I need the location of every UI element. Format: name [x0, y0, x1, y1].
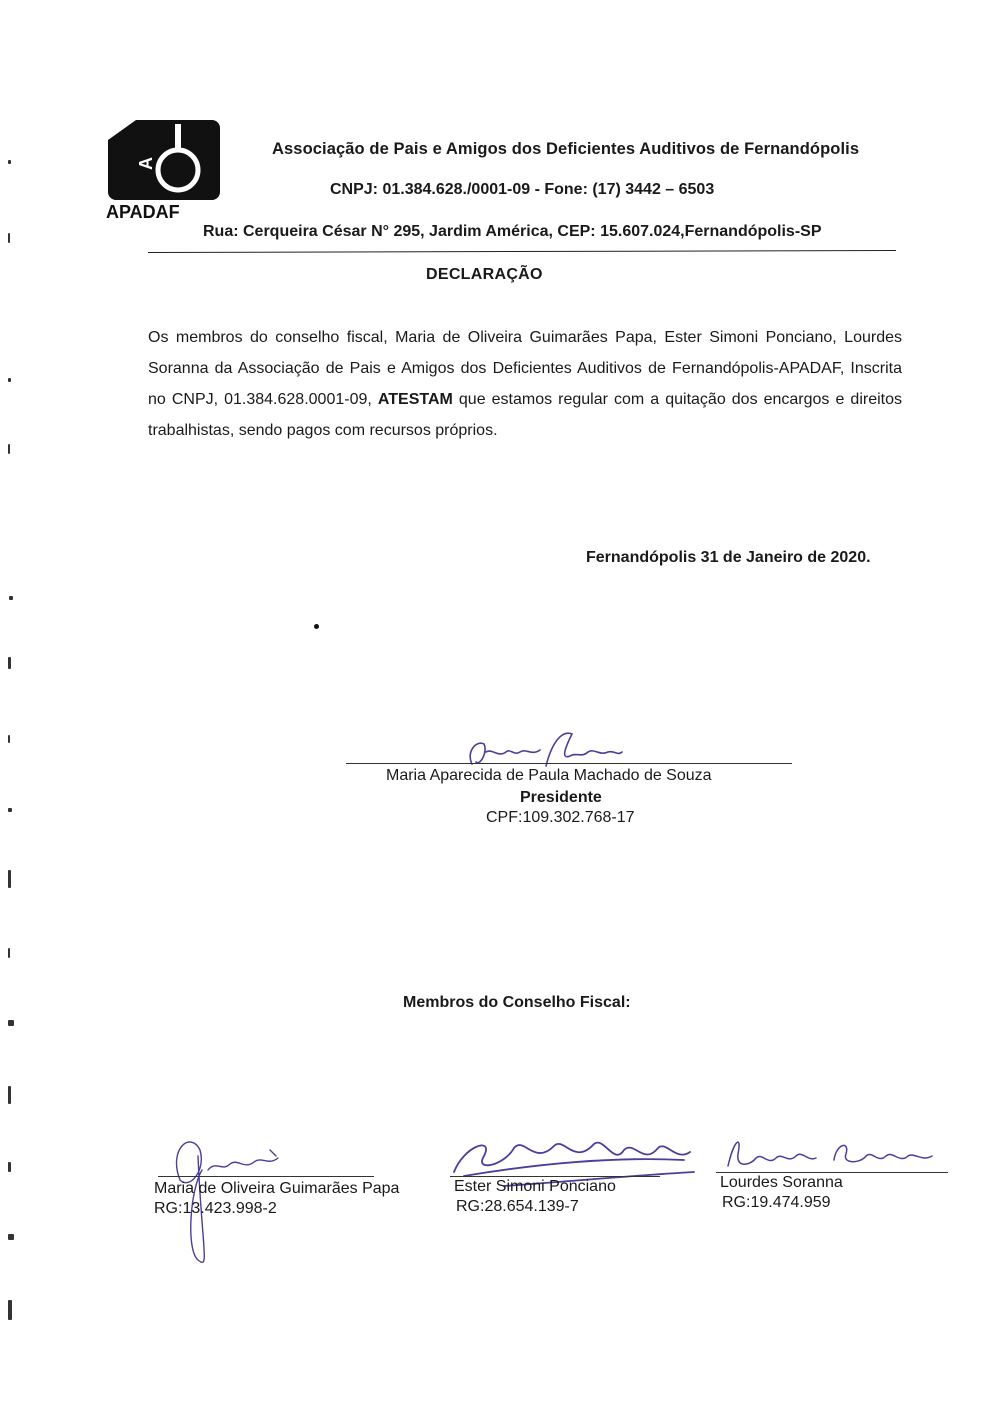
declaration-body — [148, 322, 902, 446]
cnpj-phone-line: CNPJ: 01.384.628./0001-09 - Fone: (17) 3442 – 6503 — [330, 181, 715, 198]
svg-text:A: A — [136, 157, 156, 170]
member-3-rg: RG:19.474.959 — [722, 1194, 831, 1211]
member-2-signature-line — [450, 1176, 660, 1177]
ink-dot — [314, 624, 319, 629]
member-1-rg: RG:13.423.998-2 — [154, 1200, 277, 1217]
council-title: Membros do Conselho Fiscal: — [403, 994, 631, 1011]
body-text-bold: ATESTAM — [377, 391, 453, 408]
apadaf-logo — [106, 120, 224, 222]
member-1-name: Maria de Oliveira Guimarães Papa — [154, 1180, 400, 1197]
body-text-after: que estamos regular com a quitação dos encargos e direitos trabalhistas, sendo pagos com recursos próprios. — [148, 391, 903, 439]
body-text-before: Os membros do conselho fiscal, Maria de Oliveira Guimarães Papa, Ester Simoni Ponciano, Lourdes Soranna da Associação de Pais e Amigos dos Deficientes Auditivos de Fernandópolis-APADAF, Inscrita no CNPJ, 01.384.628.0001-09, — [148, 329, 902, 408]
member-3-signature-line — [716, 1172, 948, 1173]
organization-name: Associação de Pais e Amigos dos Deficientes Auditivos de Fernandópolis — [272, 140, 860, 158]
member-3-name: Lourdes Soranna — [720, 1174, 843, 1191]
president-role: Presidente — [520, 789, 602, 806]
margin-marks — [0, 0, 30, 1404]
president-signature-line — [346, 763, 792, 764]
logo-text: APADAF — [106, 202, 180, 222]
member-2-rg: RG:28.654.139-7 — [456, 1198, 579, 1215]
date-line: Fernandópolis 31 de Janeiro de 2020. — [586, 549, 871, 566]
member-1-signature-line — [158, 1176, 374, 1177]
document-title: DECLARAÇÃO — [426, 266, 543, 283]
header-divider — [148, 250, 896, 253]
member-2-name: Ester Simoni Ponciano — [454, 1178, 616, 1195]
president-name: Maria Aparecida de Paula Machado de Souza — [386, 767, 712, 784]
address-line: Rua: Cerqueira César N° 295, Jardim América, CEP: 15.607.024,Fernandópolis-SP — [203, 223, 822, 240]
president-cpf: CPF:109.302.768-17 — [486, 809, 635, 826]
